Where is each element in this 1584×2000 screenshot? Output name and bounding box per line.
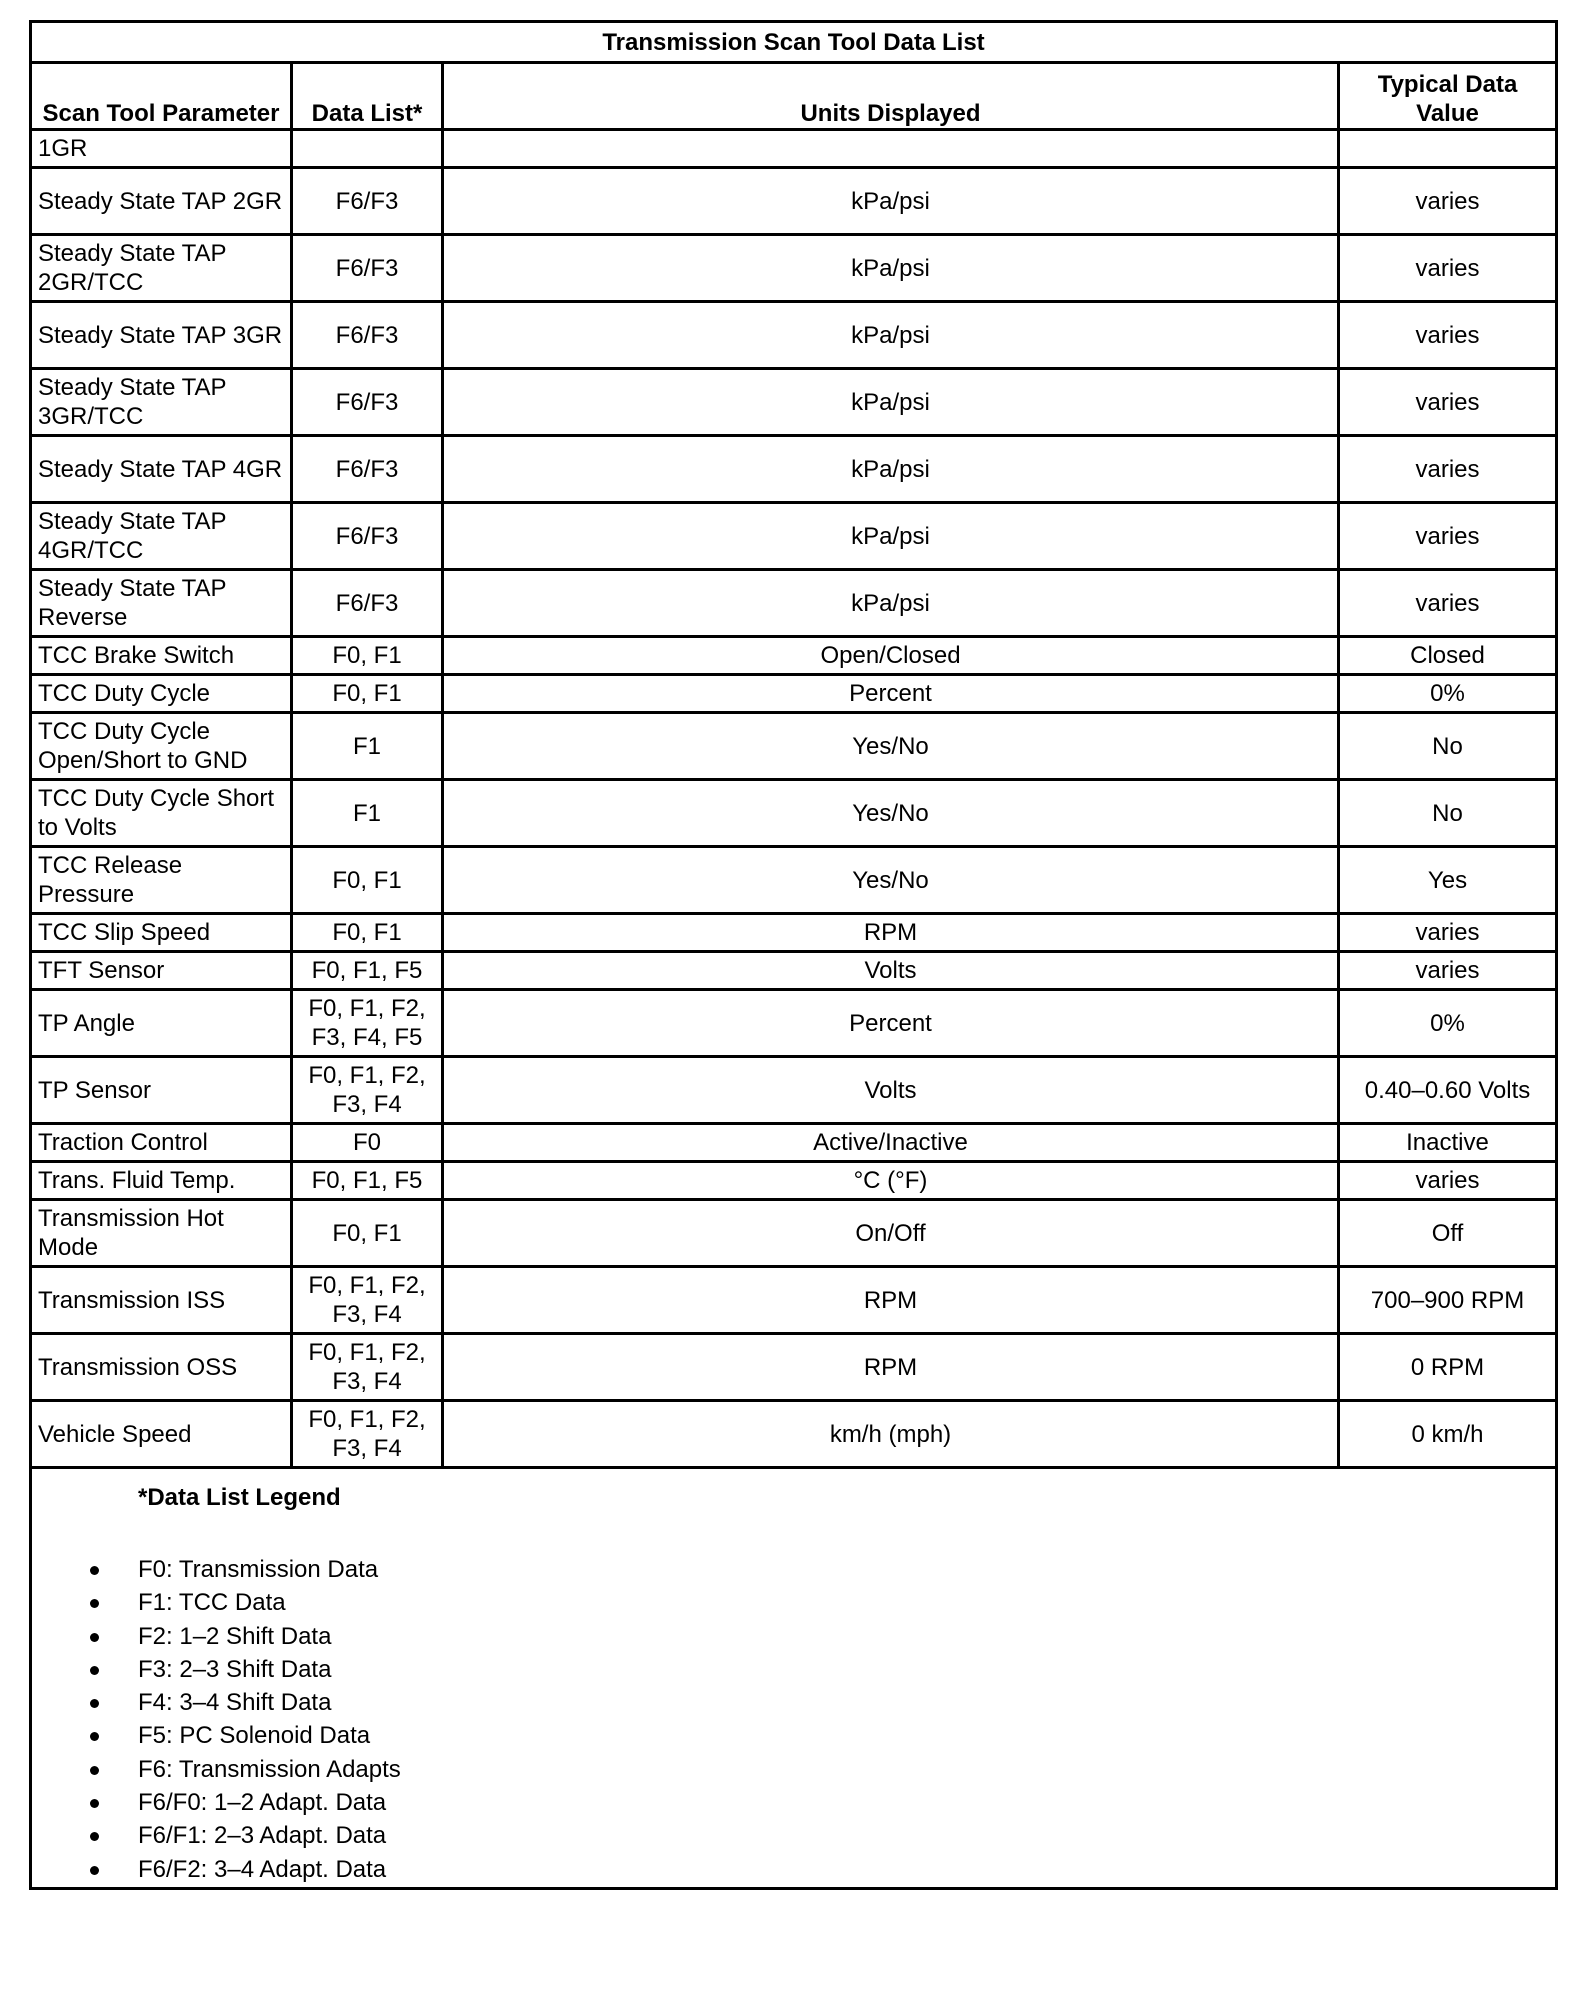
legend-item-text: F1: TCC Data xyxy=(138,1589,286,1617)
cell-data-list: F0 xyxy=(292,1124,443,1162)
table-body xyxy=(31,130,1557,1468)
cell-data-list: F0, F1, F5 xyxy=(292,952,443,990)
cell-parameter: Transmission OSS xyxy=(31,1334,292,1401)
cell-units: Yes/No xyxy=(443,713,1339,780)
legend-item xyxy=(32,1719,401,1752)
cell-data-list: F6/F3 xyxy=(292,302,443,369)
cell-units: kPa/psi xyxy=(443,436,1339,503)
cell-units: Percent xyxy=(443,990,1339,1057)
cell-parameter: Steady State TAP 3GR xyxy=(31,302,292,369)
legend-item-text: F6: Transmission Adapts xyxy=(138,1755,401,1783)
cell-typical-value: varies xyxy=(1339,436,1557,503)
cell-units xyxy=(443,130,1339,168)
legend-title: *Data List Legend xyxy=(138,1484,341,1511)
cell-units: km/h (mph) xyxy=(443,1401,1339,1468)
cell-parameter: TCC Duty Cycle Open/Short to GND xyxy=(31,713,292,780)
header-typical-data-value: Typical Data Value xyxy=(1339,63,1557,130)
cell-typical-value: varies xyxy=(1339,914,1557,952)
cell-typical-value: varies xyxy=(1339,952,1557,990)
cell-parameter: Steady State TAP Reverse xyxy=(31,570,292,637)
legend-item-text: F0: Transmission Data xyxy=(138,1556,379,1583)
cell-parameter: TP Sensor xyxy=(31,1057,292,1124)
bullet-icon xyxy=(90,1766,99,1775)
cell-parameter: Steady State TAP 3GR/TCC xyxy=(31,369,292,436)
cell-data-list: F0, F1, F2, F3, F4 xyxy=(292,1334,443,1401)
cell-data-list: F6/F3 xyxy=(292,369,443,436)
cell-units: kPa/psi xyxy=(443,302,1339,369)
cell-typical-value: 0 RPM xyxy=(1339,1334,1557,1401)
table-row xyxy=(31,914,1557,952)
cell-parameter: TCC Duty Cycle Short to Volts xyxy=(31,780,292,847)
table-row xyxy=(31,503,1557,570)
cell-parameter: Steady State TAP 4GR xyxy=(31,436,292,503)
legend-list xyxy=(32,1553,401,1886)
cell-units: kPa/psi xyxy=(443,369,1339,436)
cell-data-list: F0, F1 xyxy=(292,847,443,914)
table-row xyxy=(31,1334,1557,1401)
cell-typical-value: varies xyxy=(1339,570,1557,637)
legend-item xyxy=(32,1819,401,1852)
cell-typical-value: No xyxy=(1339,780,1557,847)
cell-parameter: Traction Control xyxy=(31,1124,292,1162)
cell-data-list xyxy=(292,130,443,168)
cell-parameter: TCC Brake Switch xyxy=(31,637,292,675)
cell-parameter: Transmission ISS xyxy=(31,1267,292,1334)
cell-data-list: F0, F1 xyxy=(292,675,443,713)
cell-typical-value xyxy=(1339,130,1557,168)
legend-item-text: F2: 1–2 Shift Data xyxy=(138,1622,332,1650)
cell-data-list: F1 xyxy=(292,780,443,847)
cell-parameter: Trans. Fluid Temp. xyxy=(31,1162,292,1200)
bullet-icon xyxy=(90,1633,99,1642)
legend-item xyxy=(32,1853,401,1886)
table-row xyxy=(31,1162,1557,1200)
cell-data-list: F6/F3 xyxy=(292,436,443,503)
cell-units: RPM xyxy=(443,1334,1339,1401)
cell-data-list: F0, F1, F5 xyxy=(292,1162,443,1200)
table-row xyxy=(31,570,1557,637)
table-row xyxy=(31,1200,1557,1267)
cell-data-list: F0, F1 xyxy=(292,1200,443,1267)
cell-typical-value: varies xyxy=(1339,168,1557,235)
table-row xyxy=(31,130,1557,168)
table-row xyxy=(31,1057,1557,1124)
table-row xyxy=(31,713,1557,780)
bullet-icon xyxy=(90,1799,99,1808)
legend-item xyxy=(32,1653,401,1686)
legend-item-text: F5: PC Solenoid Data xyxy=(138,1722,371,1750)
table-row xyxy=(31,168,1557,235)
cell-parameter: Steady State TAP 2GR/TCC xyxy=(31,235,292,302)
cell-typical-value: varies xyxy=(1339,302,1557,369)
cell-units: Active/Inactive xyxy=(443,1124,1339,1162)
scan-tool-data-sheet xyxy=(29,20,1555,1890)
cell-typical-value: 0.40–0.60 Volts xyxy=(1339,1057,1557,1124)
cell-parameter: TCC Duty Cycle xyxy=(31,675,292,713)
header-data-list: Data List* xyxy=(292,63,443,130)
cell-data-list: F6/F3 xyxy=(292,168,443,235)
table-row xyxy=(31,302,1557,369)
cell-units: kPa/psi xyxy=(443,168,1339,235)
bullet-icon xyxy=(90,1832,99,1841)
cell-typical-value: Yes xyxy=(1339,847,1557,914)
bullet-icon xyxy=(90,1699,99,1708)
scan-tool-data-table xyxy=(29,20,1558,1890)
legend-item-text: F3: 2–3 Shift Data xyxy=(138,1655,332,1683)
cell-parameter: Transmission Hot Mode xyxy=(31,1200,292,1267)
cell-units: Volts xyxy=(443,1057,1339,1124)
cell-data-list: F0, F1, F2, F3, F4 xyxy=(292,1401,443,1468)
cell-units: Percent xyxy=(443,675,1339,713)
legend-item xyxy=(32,1553,401,1586)
cell-typical-value: 700–900 RPM xyxy=(1339,1267,1557,1334)
cell-data-list: F0, F1 xyxy=(292,637,443,675)
cell-data-list: F0, F1, F2, F3, F4 xyxy=(292,1057,443,1124)
cell-units: Open/Closed xyxy=(443,637,1339,675)
cell-typical-value: Off xyxy=(1339,1200,1557,1267)
cell-parameter: TFT Sensor xyxy=(31,952,292,990)
cell-units: On/Off xyxy=(443,1200,1339,1267)
cell-typical-value: No xyxy=(1339,713,1557,780)
cell-units: kPa/psi xyxy=(443,235,1339,302)
cell-typical-value: varies xyxy=(1339,235,1557,302)
cell-parameter: TP Angle xyxy=(31,990,292,1057)
cell-data-list: F6/F3 xyxy=(292,570,443,637)
cell-units: °C (°F) xyxy=(443,1162,1339,1200)
legend-item-text: F4: 3–4 Shift Data xyxy=(138,1689,332,1717)
cell-typical-value: 0% xyxy=(1339,990,1557,1057)
cell-typical-value: Closed xyxy=(1339,637,1557,675)
legend-item-text: F6/F0: 1–2 Adapt. Data xyxy=(138,1789,387,1817)
bullet-icon xyxy=(90,1666,99,1675)
cell-units: kPa/psi xyxy=(443,503,1339,570)
table-row xyxy=(31,675,1557,713)
cell-data-list: F6/F3 xyxy=(292,503,443,570)
cell-data-list: F0, F1, F2, F3, F4, F5 xyxy=(292,990,443,1057)
table-row xyxy=(31,436,1557,503)
cell-data-list: F6/F3 xyxy=(292,235,443,302)
cell-units: Yes/No xyxy=(443,780,1339,847)
cell-units: Volts xyxy=(443,952,1339,990)
cell-parameter: Vehicle Speed xyxy=(31,1401,292,1468)
table-row xyxy=(31,990,1557,1057)
cell-typical-value: 0 km/h xyxy=(1339,1401,1557,1468)
cell-parameter: Steady State TAP 4GR/TCC xyxy=(31,503,292,570)
header-scan-tool-parameter: Scan Tool Parameter xyxy=(31,63,292,130)
table-row xyxy=(31,235,1557,302)
cell-data-list: F1 xyxy=(292,713,443,780)
table-row xyxy=(31,1267,1557,1334)
cell-typical-value: varies xyxy=(1339,369,1557,436)
cell-typical-value: Inactive xyxy=(1339,1124,1557,1162)
header-units-displayed: Units Displayed xyxy=(443,63,1339,130)
table-title: Transmission Scan Tool Data List xyxy=(31,22,1557,63)
cell-parameter: Steady State TAP 2GR xyxy=(31,168,292,235)
table-row xyxy=(31,847,1557,914)
cell-data-list: F0, F1, F2, F3, F4 xyxy=(292,1267,443,1334)
cell-units: Yes/No xyxy=(443,847,1339,914)
table-row xyxy=(31,637,1557,675)
legend-item xyxy=(32,1686,401,1719)
cell-parameter: TCC Slip Speed xyxy=(31,914,292,952)
bullet-icon xyxy=(90,1599,99,1608)
bullet-icon xyxy=(90,1566,99,1575)
legend-item xyxy=(32,1620,401,1653)
table-row xyxy=(31,952,1557,990)
cell-typical-value: varies xyxy=(1339,503,1557,570)
table-row xyxy=(31,1401,1557,1468)
cell-parameter: TCC Release Pressure xyxy=(31,847,292,914)
cell-parameter: 1GR xyxy=(31,130,292,168)
cell-units: RPM xyxy=(443,914,1339,952)
legend-item xyxy=(32,1753,401,1786)
table-row xyxy=(31,1124,1557,1162)
cell-data-list: F0, F1 xyxy=(292,914,443,952)
cell-units: RPM xyxy=(443,1267,1339,1334)
table-row xyxy=(31,780,1557,847)
bullet-icon xyxy=(90,1866,99,1875)
legend-item-text: F6/F1: 2–3 Adapt. Data xyxy=(138,1822,387,1850)
legend-item xyxy=(32,1786,401,1819)
cell-units: kPa/psi xyxy=(443,570,1339,637)
legend-item xyxy=(32,1586,401,1619)
bullet-icon xyxy=(90,1732,99,1741)
cell-typical-value: 0% xyxy=(1339,675,1557,713)
cell-typical-value: varies xyxy=(1339,1162,1557,1200)
data-list-legend xyxy=(31,1468,1557,1889)
table-row xyxy=(31,369,1557,436)
legend-item-text: F6/F2: 3–4 Adapt. Data xyxy=(138,1855,387,1883)
